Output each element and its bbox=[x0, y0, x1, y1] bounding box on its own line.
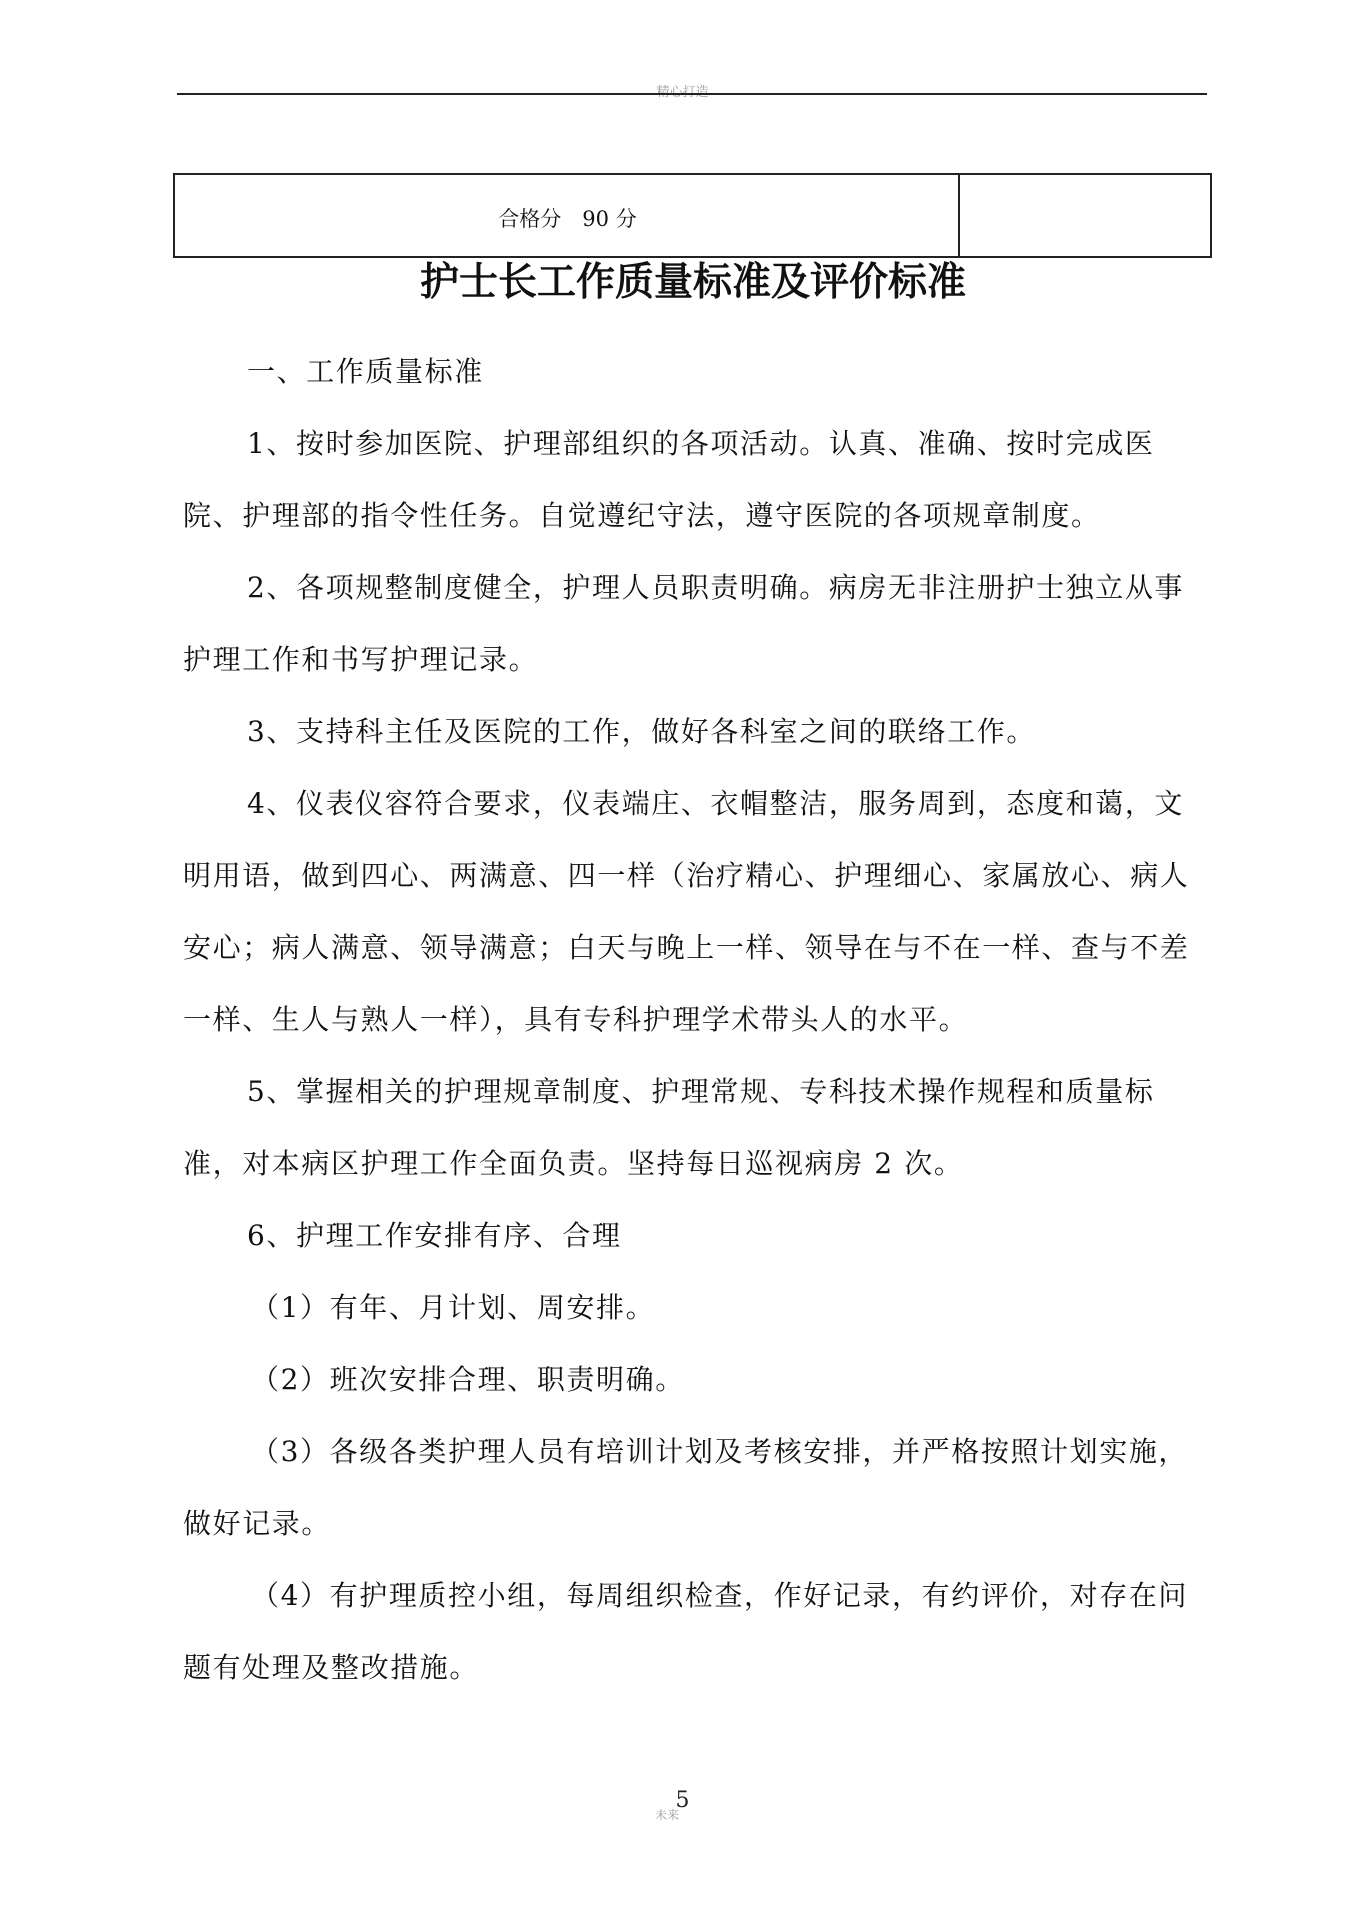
page-header-text: 精心打造 bbox=[656, 85, 709, 100]
document-title: 护士长工作质量标准及评价标准 bbox=[419, 260, 966, 305]
paragraph-3: 3、支持科主任及医院的工作，做好各科室之间的联络工作。 bbox=[247, 715, 1037, 748]
score-cell bbox=[175, 175, 960, 256]
paragraph-5: 5、掌握相关的护理规章制度、护理常规、专科技术操作规程和质量标准，对本病区护理工作全面负责。坚持每日巡视病房 2 次。 bbox=[183, 1075, 1155, 1180]
subitem-3: （3）各级各类护理人员有培训计划及考核安排，并严格按照计划实施，做好记录。 bbox=[183, 1435, 1189, 1540]
subitem-4: （4）有护理质控小组，每周组织检查，作好记录，有约评价，对存在问题有处理及整改措施。 bbox=[183, 1579, 1189, 1684]
document-body bbox=[183, 336, 1213, 1704]
section-heading: 一、工作质量标准 bbox=[247, 355, 484, 388]
page-footer-text: 未来 bbox=[655, 1808, 680, 1822]
paragraph-1: 1、按时参加医院、护理部组织的各项活动。认真、准确、按时完成医院、护理部的指令性任务。自觉遵纪守法，遵守医院的各项规章制度。 bbox=[183, 427, 1155, 532]
header-rule bbox=[177, 93, 1207, 95]
paragraph-2: 2、各项规整制度健全，护理人员职责明确。病房无非注册护士独立从事护理工作和书写护理记录。 bbox=[183, 571, 1185, 676]
paragraph-6: 6、护理工作安排有序、合理 bbox=[247, 1219, 622, 1252]
page-number: 5 bbox=[675, 1788, 690, 1813]
score-table bbox=[173, 173, 1212, 258]
passing-score-label: 合格分 90 分 bbox=[498, 207, 637, 231]
paragraph-4: 4、仪表仪容符合要求，仪表端庄、衣帽整洁，服务周到，态度和蔼，文明用语，做到四心、两满意、四一样（治疗精心、护理细心、家属放心、病人安心；病人满意、领导满意；白天与晚上一样、领导在与不在一样、查与不差一样、生人与熟人一样），具有专科护理学术带头人的水平。 bbox=[183, 787, 1190, 1036]
subitem-1: （1）有年、月计划、周安排。 bbox=[251, 1291, 656, 1324]
score-empty-cell bbox=[960, 175, 1210, 256]
subitem-2: （2）班次安排合理、职责明确。 bbox=[251, 1363, 685, 1396]
